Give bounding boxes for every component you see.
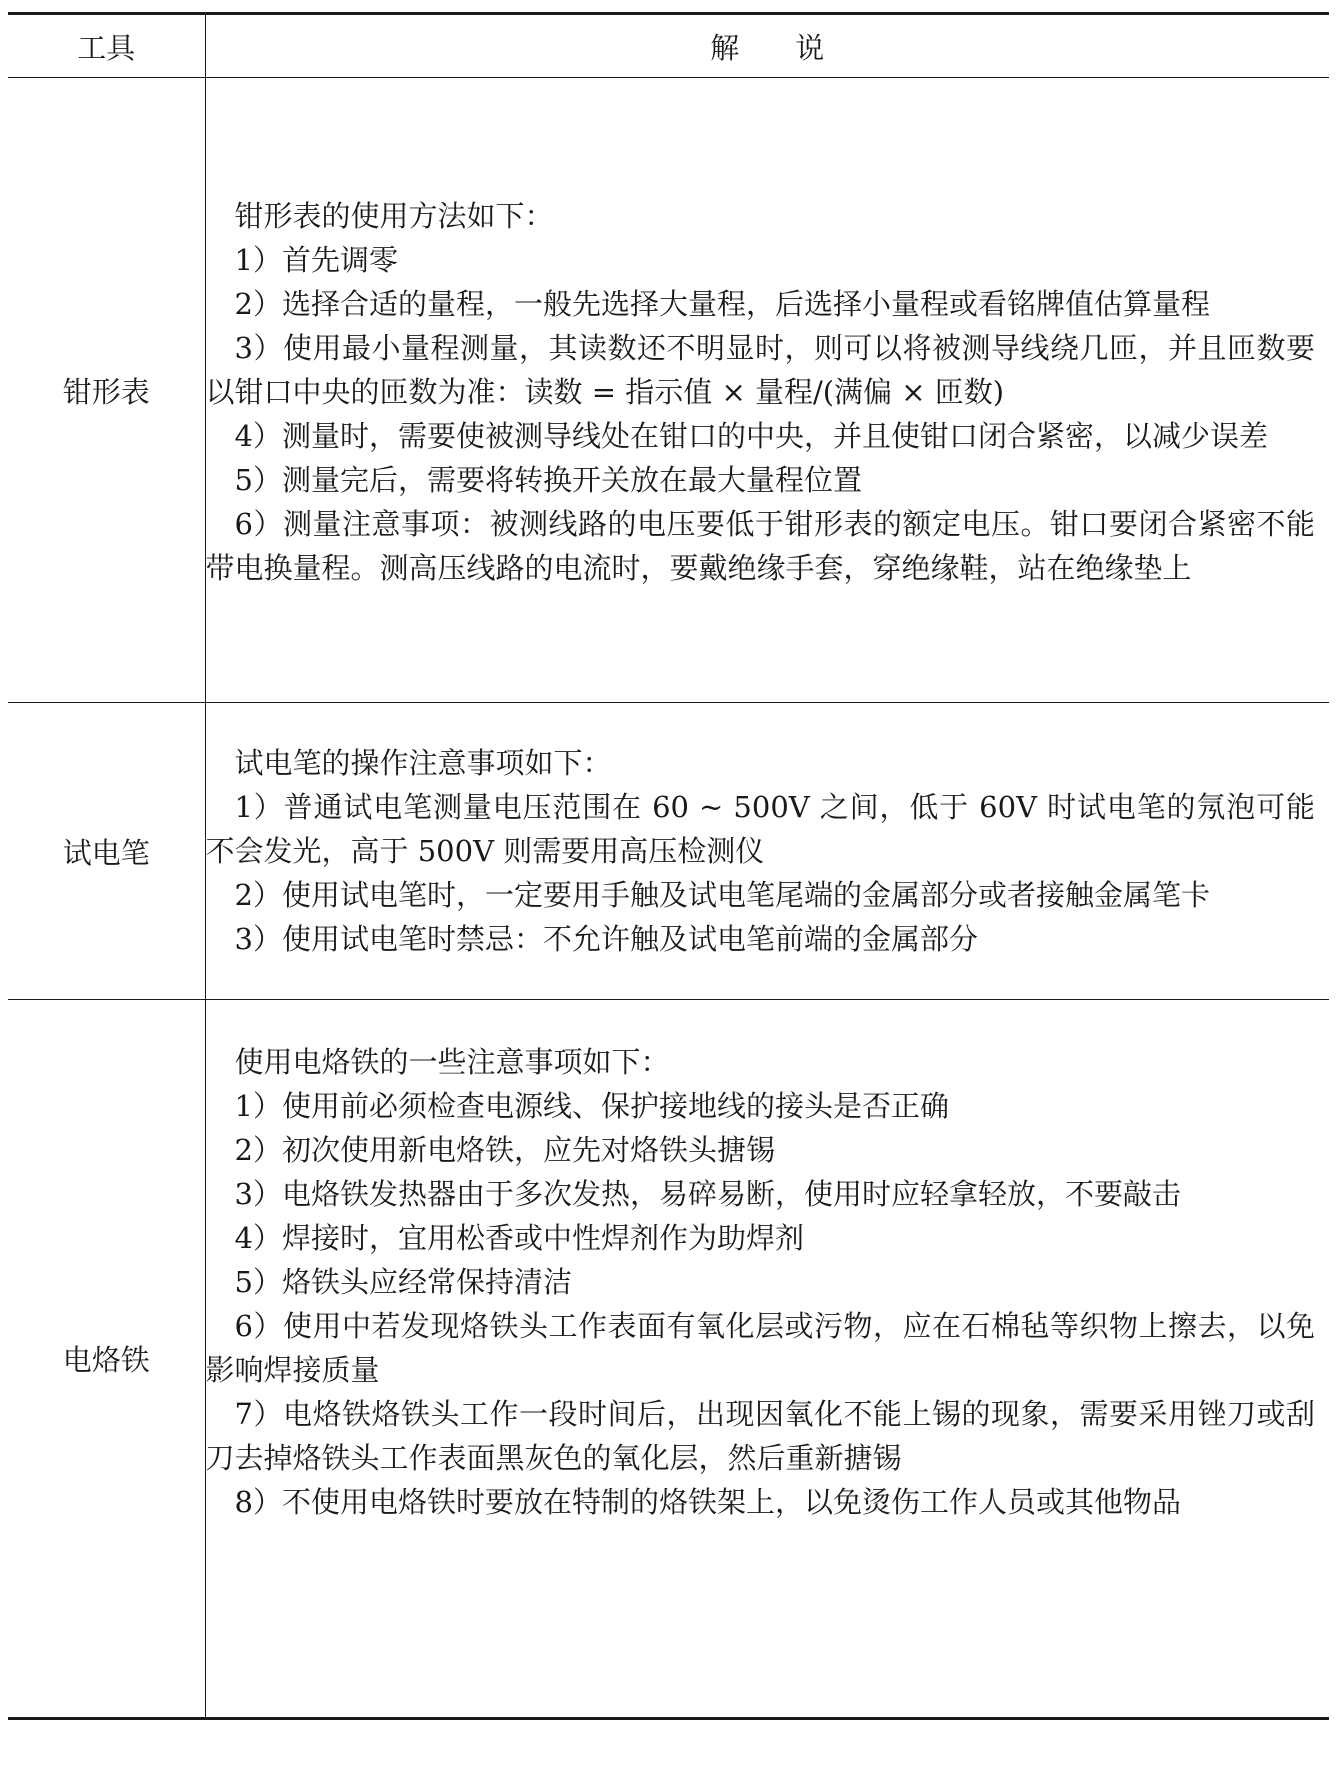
- desc-line: 7）电烙铁烙铁头工作一段时间后，出现因氧化不能上锡的现象，需要采用锉刀或刮刀去掉烙铁头工作表面黑灰色的氧化层，然后重新搪锡: [205, 1397, 1315, 1475]
- desc-line: 6）测量注意事项：被测线路的电压要低于钳形表的额定电压。钳口要闭合紧密不能带电换量程。测高压线路的电流时，要戴绝缘手套，穿绝缘鞋，站在绝缘垫上: [205, 507, 1315, 585]
- tool-description: [205, 1000, 1329, 1719]
- desc-line: 1）使用前必须检查电源线、保护接地线的接头是否正确: [234, 1089, 949, 1123]
- tool-name: 电烙铁: [8, 1000, 205, 1719]
- desc-line: 6）使用中若发现烙铁头工作表面有氧化层或污物，应在石棉毡等织物上擦去，以免影响焊接质量: [205, 1309, 1315, 1387]
- table-row: [8, 78, 1329, 703]
- desc-line: 4）焊接时，宜用松香或中性焊剂作为助焊剂: [234, 1221, 804, 1255]
- desc-line: 5）烙铁头应经常保持清洁: [234, 1265, 572, 1299]
- desc-line: 使用电烙铁的一些注意事项如下：: [234, 1045, 670, 1079]
- header-desc: [205, 14, 1329, 78]
- desc-line: 3）使用最小量程测量，其读数还不明显时，则可以将被测导线绕几匝，并且匝数要以钳口中央的匝数为准：读数 = 指示值 × 量程/(满偏 × 匝数): [205, 331, 1315, 409]
- tools-table: [8, 12, 1329, 1720]
- desc-line: 2）选择合适的量程，一般先选择大量程，后选择小量程或看铭牌值估算量程: [234, 287, 1210, 321]
- tool-name: 试电笔: [8, 703, 205, 1000]
- desc-line: 试电笔的操作注意事项如下：: [234, 746, 612, 780]
- desc-line: 1）首先调零: [234, 243, 398, 277]
- desc-line: 3）使用试电笔时禁忌：不允许触及试电笔前端的金属部分: [234, 922, 978, 956]
- header-desc-text: 解说: [710, 30, 881, 65]
- table-row: [8, 1000, 1329, 1719]
- header-tool: 工具: [8, 14, 205, 78]
- table-header-row: [8, 14, 1329, 78]
- desc-line: 4）测量时，需要使被测导线处在钳口的中央，并且使钳口闭合紧密，以减少误差: [234, 419, 1268, 453]
- desc-line: 2）初次使用新电烙铁，应先对烙铁头搪锡: [234, 1133, 775, 1167]
- tool-description: [205, 78, 1329, 703]
- desc-line: 5）测量完后，需要将转换开关放在最大量程位置: [234, 463, 862, 497]
- tool-description: [205, 703, 1329, 1000]
- table-row: [8, 703, 1329, 1000]
- desc-line: 1）普通试电笔测量电压范围在 60 ~ 500V 之间，低于 60V 时试电笔的氖泡可能不会发光，高于 500V 则需要用高压检测仪: [205, 790, 1315, 868]
- desc-line: 2）使用试电笔时，一定要用手触及试电笔尾端的金属部分或者接触金属笔卡: [234, 878, 1210, 912]
- desc-line: 3）电烙铁发热器由于多次发热，易碎易断，使用时应轻拿轻放，不要敲击: [234, 1177, 1181, 1211]
- desc-line: 钳形表的使用方法如下：: [234, 199, 554, 233]
- tool-name: 钳形表: [8, 78, 205, 703]
- desc-line: 8）不使用电烙铁时要放在特制的烙铁架上，以免烫伤工作人员或其他物品: [234, 1485, 1181, 1519]
